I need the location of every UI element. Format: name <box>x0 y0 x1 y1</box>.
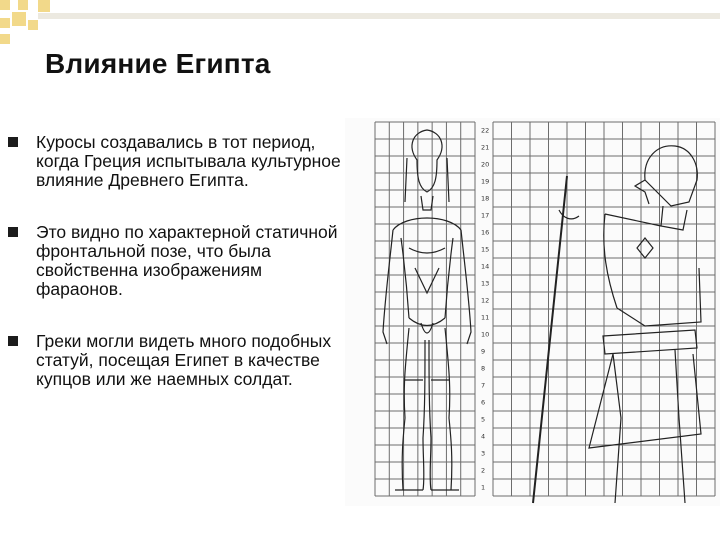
bullet-list <box>8 133 348 422</box>
kouros-pharaoh-grid-illustration <box>345 118 720 506</box>
bullet-item <box>8 133 348 190</box>
grid-number-label: 6 <box>481 398 486 407</box>
grid-number-label: 8 <box>481 364 486 373</box>
grid-number-label: 12 <box>481 296 490 305</box>
grid-number-label: 10 <box>481 330 490 339</box>
grid-number-label: 18 <box>481 194 490 203</box>
grid-number-label: 13 <box>481 279 490 288</box>
grid-number-label: 15 <box>481 245 490 254</box>
grid-number-label: 9 <box>481 347 486 356</box>
grid-number-label: 4 <box>481 432 486 441</box>
top-accent-bar <box>38 13 720 19</box>
grid-number-label: 5 <box>481 415 486 424</box>
bullet-text: Греки могли видеть много подобных статуй, посещая Египет в качестве купцов или же наемных солдат. <box>36 331 332 389</box>
slide-title: Влияние Египта <box>45 48 271 79</box>
grid-number-label: 19 <box>481 177 490 186</box>
bullet-square-icon <box>8 227 18 237</box>
grid-number-label: 21 <box>481 143 490 152</box>
bullet-text: Это видно по характерной статичной фронтальной позе, что была свойственна изображениям фараонов. <box>36 222 338 299</box>
grid-number-label: 16 <box>481 228 490 237</box>
bullet-square-icon <box>8 137 18 147</box>
bullet-item <box>8 332 348 389</box>
bullet-item <box>8 223 348 299</box>
corner-decoration <box>0 0 60 50</box>
grid-number-label: 22 <box>481 126 490 135</box>
grid-number-label: 2 <box>481 466 486 475</box>
grid-number-label: 1 <box>481 483 486 492</box>
grid-number-label: 11 <box>481 313 490 322</box>
grid-number-label: 17 <box>481 211 490 220</box>
grid-number-label: 7 <box>481 381 486 390</box>
grid-number-label: 14 <box>481 262 490 271</box>
grid-number-label: 20 <box>481 160 490 169</box>
grid-number-label: 3 <box>481 449 486 458</box>
bullet-text: Куросы создавались в тот период, когда Греция испытывала культурное влияние Древнего Египта. <box>36 132 341 190</box>
bullet-square-icon <box>8 336 18 346</box>
